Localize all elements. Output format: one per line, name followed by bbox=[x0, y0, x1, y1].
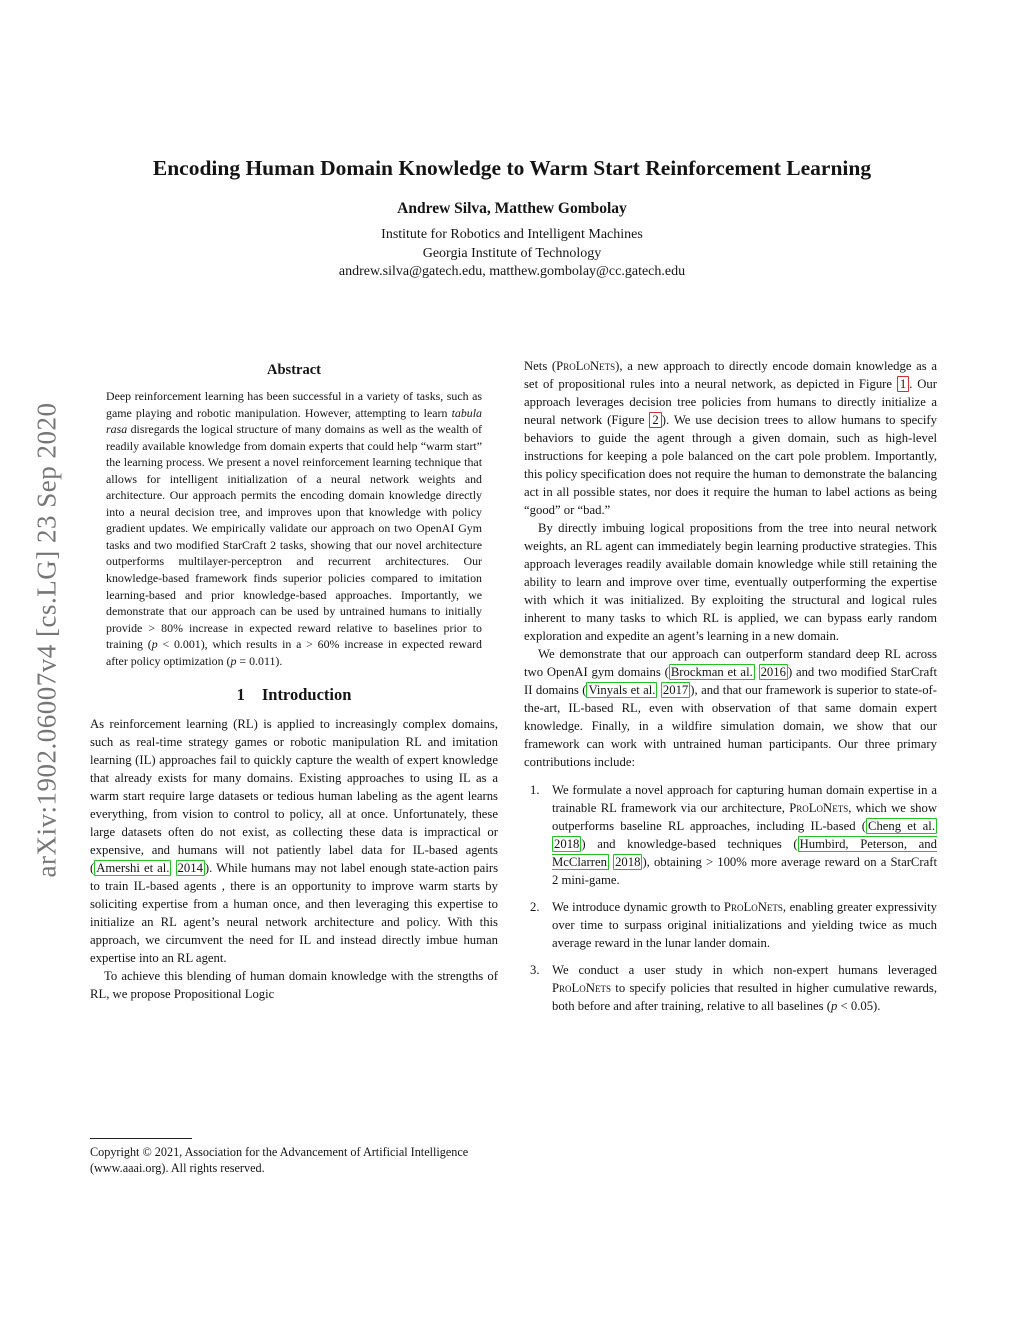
section-heading-introduction bbox=[90, 685, 498, 705]
section-title: Introduction bbox=[261, 685, 352, 705]
smallcaps-text: ProLoNets bbox=[789, 801, 849, 815]
smallcaps-text: ProLoNets bbox=[723, 900, 783, 914]
right-paragraph-1 bbox=[524, 357, 937, 519]
text-run: ) and two modified StarCraft II domains ( bbox=[524, 665, 937, 697]
left-column bbox=[90, 362, 498, 1003]
citation-link[interactable]: Amershi et al. bbox=[96, 861, 170, 876]
text-run bbox=[171, 861, 175, 875]
paper-title: Encoding Human Domain Knowledge to Warm Start Reinforcement Learning bbox=[152, 156, 872, 180]
right-paragraph-3 bbox=[524, 645, 937, 771]
citation-link[interactable]: Humbird, Peterson, and McClarren bbox=[552, 837, 937, 869]
text-run: We demonstrate that our approach can outperform standard deep RL across two OpenAI gym domains ( bbox=[524, 647, 937, 679]
author-emails: andrew.silva@gatech.edu, matthew.gombolay@cc.gatech.edu bbox=[338, 264, 686, 279]
text-run: As reinforcement learning (RL) is applied to increasingly complex domains, such as real-time strategy games or robotic manipulation RL and imitation learning (IL) approaches fail to quickly capture the wealth of expert knowledge that already exists for many domains. Existing approaches to using IL as a warm start require large datasets or tedious human labeling as the agent learns everything, from vision to control to policy, all at once. Unfortunately, these large datasets often do not exist, as collecting these data is impractical or expensive, and humans will not patiently label data for IL-based agents ( bbox=[90, 717, 498, 876]
affiliation-line-2: Georgia Institute of Technology bbox=[422, 245, 602, 261]
citation-link[interactable]: 2014 bbox=[177, 861, 203, 876]
text-run: to specify policies that resulted in higher cumulative rewards, both before and after training, relative to all baselines ( bbox=[552, 981, 937, 1013]
citation-link[interactable]: 2018 bbox=[615, 855, 641, 869]
intro-paragraph-2 bbox=[90, 967, 498, 1003]
italic-text: tabula rasa bbox=[106, 405, 482, 437]
paper-authors: Andrew Silva, Matthew Gombolay bbox=[397, 200, 627, 217]
text-run: = 0.011). bbox=[236, 653, 283, 668]
text-run: ), and that our framework is superior to state-of-the-art, IL-based RL, even with observation of that same domain expert knowledge. Finally, in a wildfire simulation domain, we show that our framework can work with untrained human participants. Our three primary contributions include: bbox=[524, 683, 937, 769]
text-run: , enabling greater expressivity over time to surpass original initializations and yielding twice as much average reward in the lunar lander domain. bbox=[552, 900, 937, 950]
text-run: < 0.05). bbox=[837, 999, 881, 1013]
smallcaps-text: ProLoNets bbox=[552, 981, 611, 995]
text-run: , which we show outperforms baseline RL approaches, including IL-based ( bbox=[552, 801, 937, 833]
right-paragraph-2 bbox=[524, 519, 937, 645]
text-run: . Our approach leverages decision tree policies from humans to directly initialize a neural network (Figure bbox=[524, 377, 937, 427]
text-run: Nets ( bbox=[524, 359, 557, 373]
text-run: ), a new approach to directly encode domain knowledge as a set of propositional rules into a neural network, as depicted in Figure bbox=[524, 359, 937, 391]
affiliation-line-1: Institute for Robotics and Intelligent Machines bbox=[381, 227, 643, 242]
italic-text: p bbox=[230, 653, 237, 668]
section-number: 1 bbox=[236, 685, 245, 705]
arxiv-watermark: arXiv:1902.06007v4 [cs.LG] 23 Sep 2020 bbox=[31, 402, 62, 878]
citation-link[interactable]: 2018 bbox=[554, 837, 580, 851]
abstract-heading: Abstract bbox=[267, 362, 321, 378]
italic-text: p bbox=[151, 637, 158, 652]
figure-reference-link[interactable]: 1 bbox=[897, 376, 909, 392]
list-number: 3. bbox=[530, 963, 540, 977]
text-run: ). While humans may not label enough state-action pairs to train IL-based agents , there is an opportunity to improve warm starts by soliciting expertise from a human once, and then leveraging this expertise to initialize an RL agent’s neural network architecture and policy. With this approach, we circumvent the need for IL and instead directly imbue human expertise into an RL agent. bbox=[90, 861, 499, 966]
footnote-rule bbox=[90, 1138, 192, 1139]
copyright-footnote bbox=[90, 1138, 498, 1176]
paper-header bbox=[0, 156, 1024, 282]
text-run: We introduce dynamic growth to bbox=[552, 900, 724, 914]
contribution-item-1 bbox=[524, 781, 937, 889]
citation-link[interactable]: Cheng et al. bbox=[867, 819, 935, 833]
text-run: ). We use decision trees to allow humans to specify behaviors to guide the agent through a given domain, such as high-level instructions for keeping a pole balanced on the cart pole problem. Importantly, this policy specification does not require the human to demonstrate the balancing act in all possible states, nor does it require the human to label actions as being “good” or “bad.” bbox=[524, 413, 937, 517]
contribution-item-3 bbox=[524, 961, 937, 1015]
list-number: 2. bbox=[530, 900, 540, 914]
text-run: Deep reinforcement learning has been successful in a variety of tasks, such as game playing and robotic manipulation. However, attempting to learn bbox=[106, 389, 482, 420]
right-column bbox=[524, 357, 937, 1015]
intro-paragraph-1 bbox=[90, 715, 498, 967]
text-run: By directly imbuing logical propositions from the tree into neural network weights, an RL agent can immediately begin learning productive strategies. This approach leverages readily available domain knowledge while still retaining the ability to learn and improve over time, eventually outperforming the expertise with which it was initialized. By exploiting the structural and logical rules inherent to many tasks to which RL is applied, we can bypass early random exploration and expedite an agent’s learning in a new domain. bbox=[524, 521, 937, 643]
contribution-item-2 bbox=[524, 898, 937, 952]
text-run: < 0.001), which results in a > 60% increase in expected reward after policy optimization ( bbox=[106, 637, 482, 668]
citation-link[interactable]: Vinyals et al. bbox=[588, 683, 656, 697]
list-item-text bbox=[552, 898, 937, 952]
text-run: ) and knowledge-based techniques ( bbox=[581, 837, 798, 851]
smallcaps-text: ProLoNets bbox=[556, 359, 616, 373]
text-run: We formulate a novel approach for capturing human domain expertise in a trainable RL framework via our architecture, bbox=[552, 783, 937, 815]
text-run: We conduct a user study in which non-expert humans leveraged bbox=[552, 963, 937, 977]
italic-text: p bbox=[831, 999, 838, 1013]
text-run: disregards the logical structure of many domains as well as the wealth of readily available knowledge from domain experts that could help “warm start” the learning process. We present a novel reinforcement learning technique that allows for intelligent initialization of a neural network weights and architecture. Our approach permits the encoding domain knowledge directly into a neural decision tree, and improves upon that knowledge with policy gradient updates. We empirically validate our approach on two OpenAI Gym tasks and two modified StarCraft 2 tasks, showing that our novel architecture outperforms multilayer-perceptron and recurrent architectures. Our knowledge-based framework finds superior policies compared to imitation learning-based and prior knowledge-based approaches. Importantly, we demonstrate that our approach can be used by untrained humans to initially provide > 80% increase in expected reward relative to baselines prior to training ( bbox=[106, 422, 482, 652]
list-number: 1. bbox=[530, 783, 540, 797]
list-item-text bbox=[552, 961, 937, 1015]
citation-link[interactable]: Brockman et al. bbox=[670, 665, 753, 679]
text-run bbox=[755, 665, 759, 679]
figure-reference-link[interactable]: 2 bbox=[649, 412, 661, 428]
contributions-list bbox=[524, 781, 937, 1015]
abstract-text bbox=[106, 388, 482, 669]
text-run: To achieve this blending of human domain knowledge with the strengths of RL, we propose Propositional Logic bbox=[90, 969, 498, 1002]
copyright-text: Copyright © 2021, Association for the Advancement of Artificial Intelligence (www.aaai.org). All rights reserved. bbox=[90, 1145, 469, 1176]
citation-link[interactable]: 2017 bbox=[662, 683, 689, 697]
citation-link[interactable]: 2016 bbox=[760, 665, 786, 679]
text-run: ), obtaining > 100% more average reward on a StarCraft 2 mini-game. bbox=[552, 855, 937, 887]
list-item-text bbox=[552, 781, 937, 889]
